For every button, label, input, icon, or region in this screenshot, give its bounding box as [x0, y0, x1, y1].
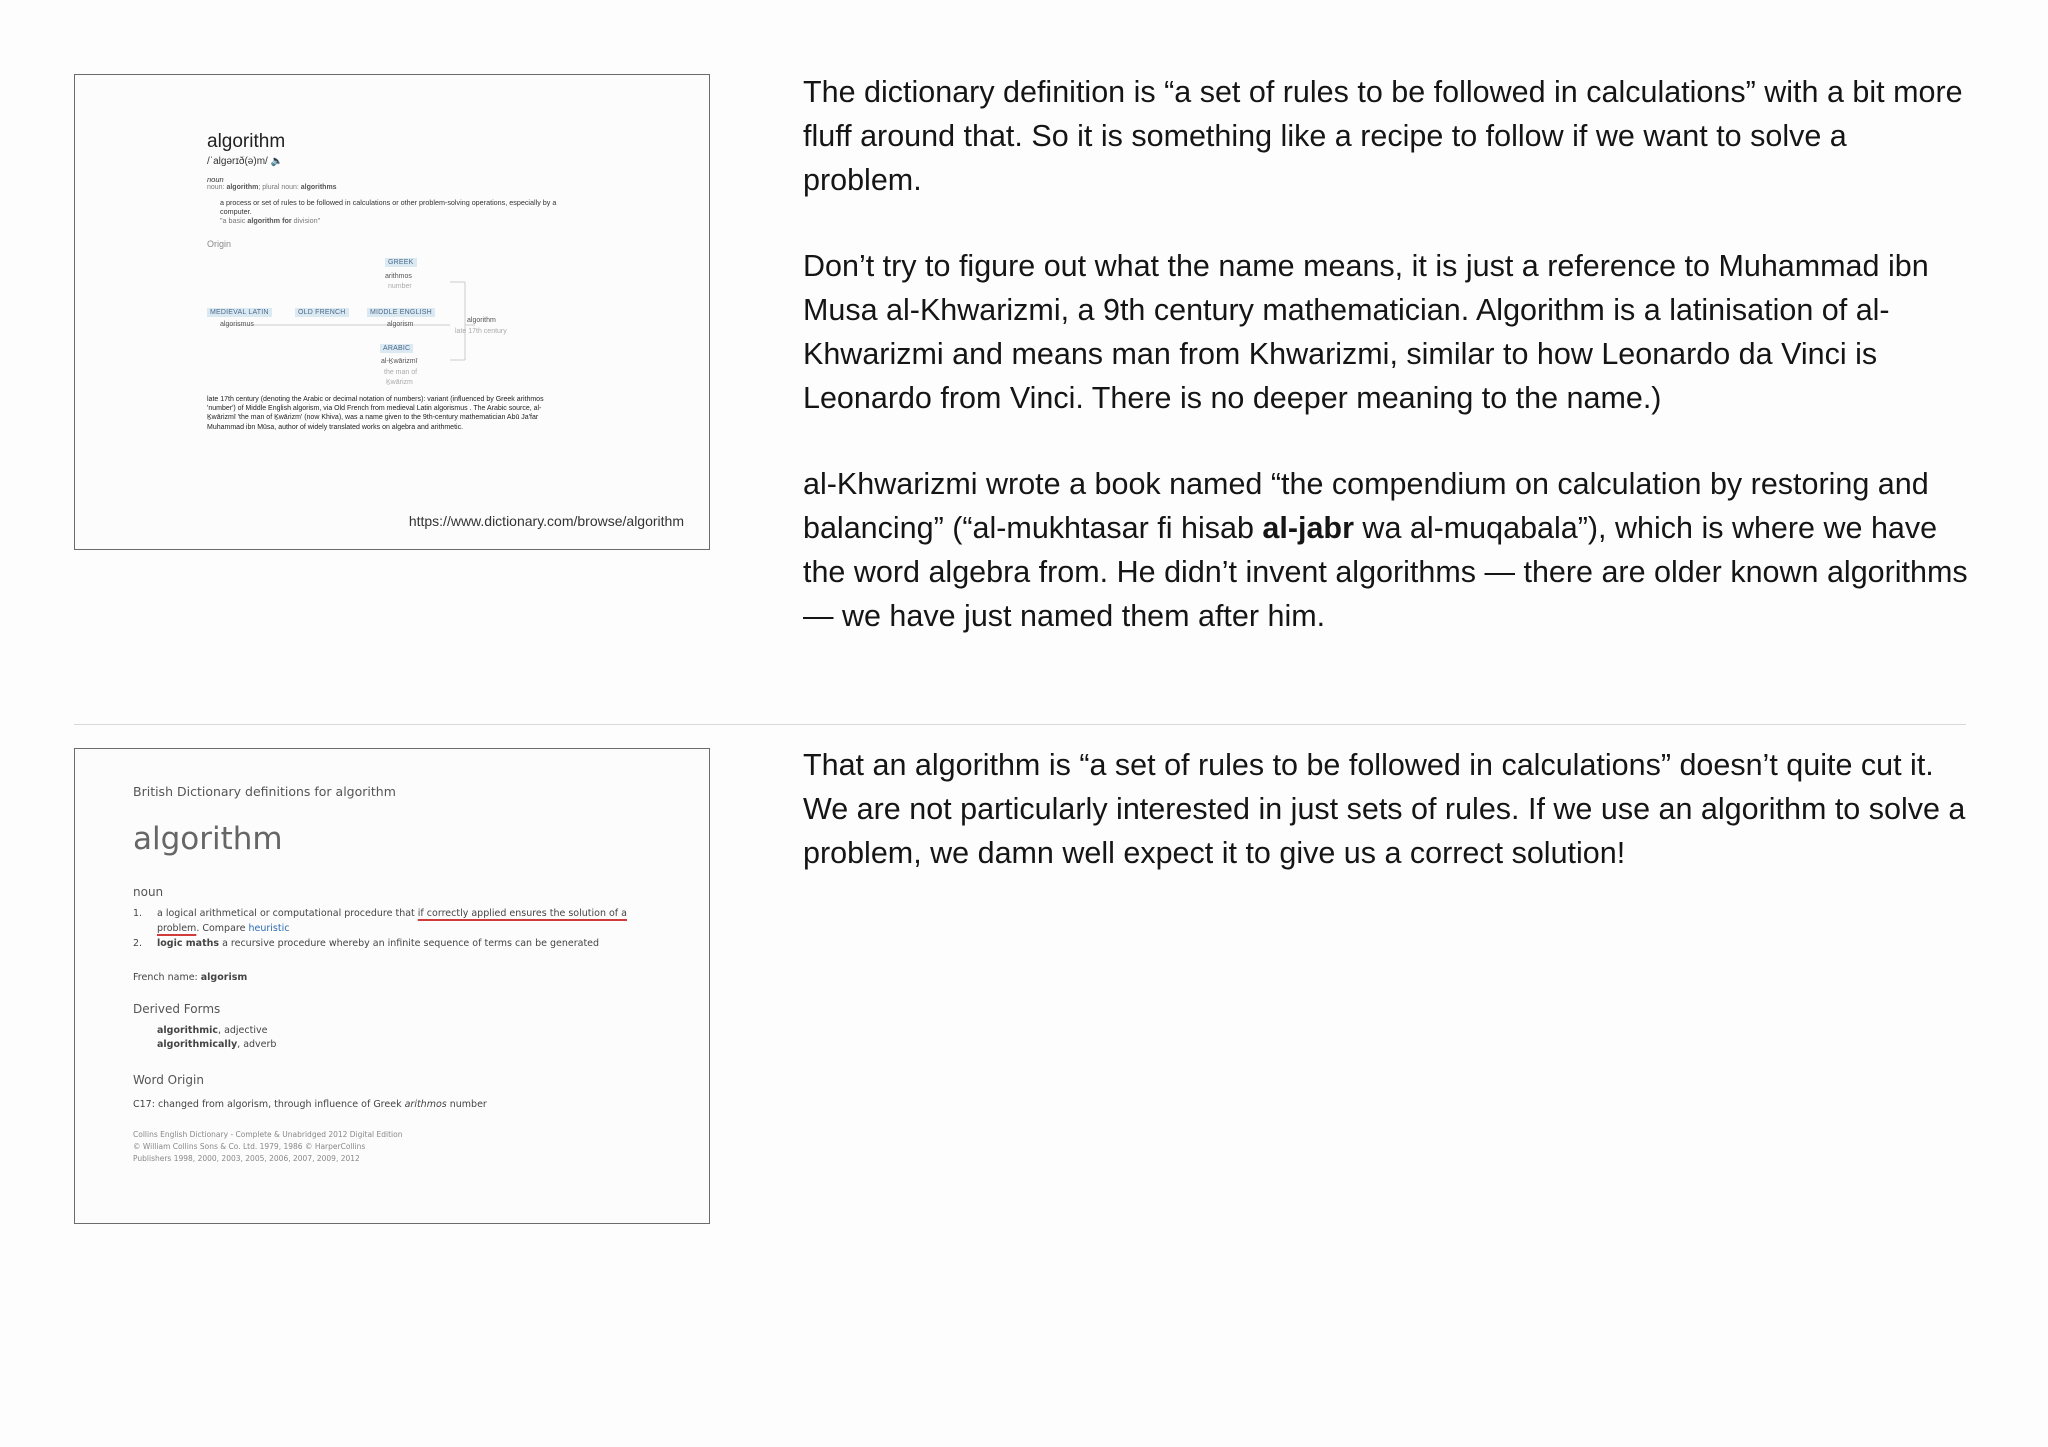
- word-origin-text: C17: changed from algorism, through influence of Greek arithmos number: [133, 1099, 487, 1110]
- tree-kwarizm: Ḵwārizm: [386, 379, 413, 386]
- pronunciation: /ˈalɡərɪð(ə)m/ 🔈: [207, 156, 284, 167]
- tree-arabic: ARABIC: [380, 344, 413, 353]
- derived-forms-list: algorithmic, adjective algorithmically, adverb: [157, 1025, 277, 1050]
- copyright: Collins English Dictionary - Complete & Unabridged 2012 Digital Edition © William Collins Sons & Co. Ltd. 1979, 1986 © HarperCollins Publishers 1998, 2000, 2003, 2005, 2006, 2007, 2009, 2012: [133, 1130, 403, 1163]
- source-url: https://www.dictionary.com/browse/algorithm: [408, 513, 684, 529]
- presenter-notes-2: [803, 743, 1973, 917]
- tree-arithmos: arithmos: [385, 273, 412, 280]
- definitions-list: [133, 906, 643, 951]
- definition-2: 2. logic maths a recursive procedure whereby an infinite sequence of terms can be generated: [133, 938, 600, 949]
- example: "a basic algorithm for division": [220, 216, 321, 225]
- tree-algorismus: algorismus: [220, 321, 254, 328]
- part-of-speech: noun: [207, 175, 224, 184]
- french-name: French name: algorism: [133, 972, 248, 983]
- part-of-speech: noun: [133, 885, 164, 899]
- notes-paragraph: The dictionary definition is “a set of rules to be followed in calculations” with a bit more fluff around that. So it is something like a recipe to follow if we want to solve a problem.: [803, 75, 1963, 197]
- tree-middle-english: MIDDLE ENGLISH: [367, 308, 435, 317]
- slide-thumbnail-1[interactable]: [74, 74, 710, 550]
- tree-greek: GREEK: [385, 258, 417, 267]
- notes-paragraph: al-Khwarizmi wrote a book named “the compendium on calculation by restoring and balancing” (“al-mukhtasar fi hisab al-jabr wa al-muqabala”), which is where we have the word algebra from. He didn’t invent algorithms — there are older known algorithms — we have just named them after him.: [803, 467, 1968, 633]
- notes-paragraph: Don’t try to figure out what the name means, it is just a reference to Muhammad ibn Musa al-Khwarizmi, a 9th century mathematician. Algorithm is a latinisation of al-Khwarizmi and means man from Khwarizmi, similar to how Leonardo da Vinci is Leonardo from Vinci. There is no deeper meaning to the name.): [803, 249, 1929, 415]
- presenter-notes-1: [803, 70, 1973, 680]
- tree-late-17th: late 17th century: [455, 328, 507, 335]
- tree-medieval-latin: MEDIEVAL LATIN: [207, 308, 272, 317]
- slide-separator: [74, 724, 1966, 725]
- derived-forms-heading: Derived Forms: [133, 1002, 221, 1016]
- definition: a process or set of rules to be followed in calculations or other problem-solving operations, especially by a computer.: [220, 198, 557, 216]
- definition-1: 1. a logical arithmetical or computational procedure that if correctly applied ensures the solution of a problem. Compare heuristic: [133, 908, 627, 934]
- tree-old-french: OLD FRENCH: [295, 308, 349, 317]
- tree-the-man-of: the man of: [384, 369, 418, 376]
- tree-number: number: [388, 283, 412, 290]
- notes-paragraph: That an algorithm is “a set of rules to be followed in calculations” doesn’t quite cut it. We are not particularly interested in just sets of rules. If we use an algorithm to solve a problem, we damn well expect it to give us a correct solution!: [803, 748, 1966, 870]
- slide-thumbnail-2[interactable]: [74, 748, 710, 1224]
- headword: algorithm: [207, 131, 286, 152]
- origin-text: late 17th century (denoting the Arabic or decimal notation of numbers): variant (influenced by Greek arithmos 'number') of Middle English algorism, via Old French from medieval Latin algorismus . The Arabic source, al-Ḵwārizmī 'the man of Ḵwārizm' (now Khiva), was a name given to the 9th-century mathematician Abū Ja'far Muhammad ibn Mūsa, author of widely translated works on algebra and arithmetic.: [207, 396, 544, 431]
- tree-algorithm: algorithm: [467, 317, 496, 324]
- word-origin-heading: Word Origin: [133, 1073, 204, 1087]
- origin-label: Origin: [207, 239, 232, 249]
- headword: algorithm: [133, 821, 283, 857]
- tree-algorism: algorism: [387, 321, 414, 328]
- tree-al-kwarizmi: al-Ḵwārizmī: [381, 358, 418, 365]
- word-forms: noun: algorithm; plural noun: algorithms: [207, 184, 337, 191]
- heuristic-link[interactable]: heuristic: [248, 923, 290, 934]
- dictionary-header: British Dictionary definitions for algorithm: [133, 784, 396, 799]
